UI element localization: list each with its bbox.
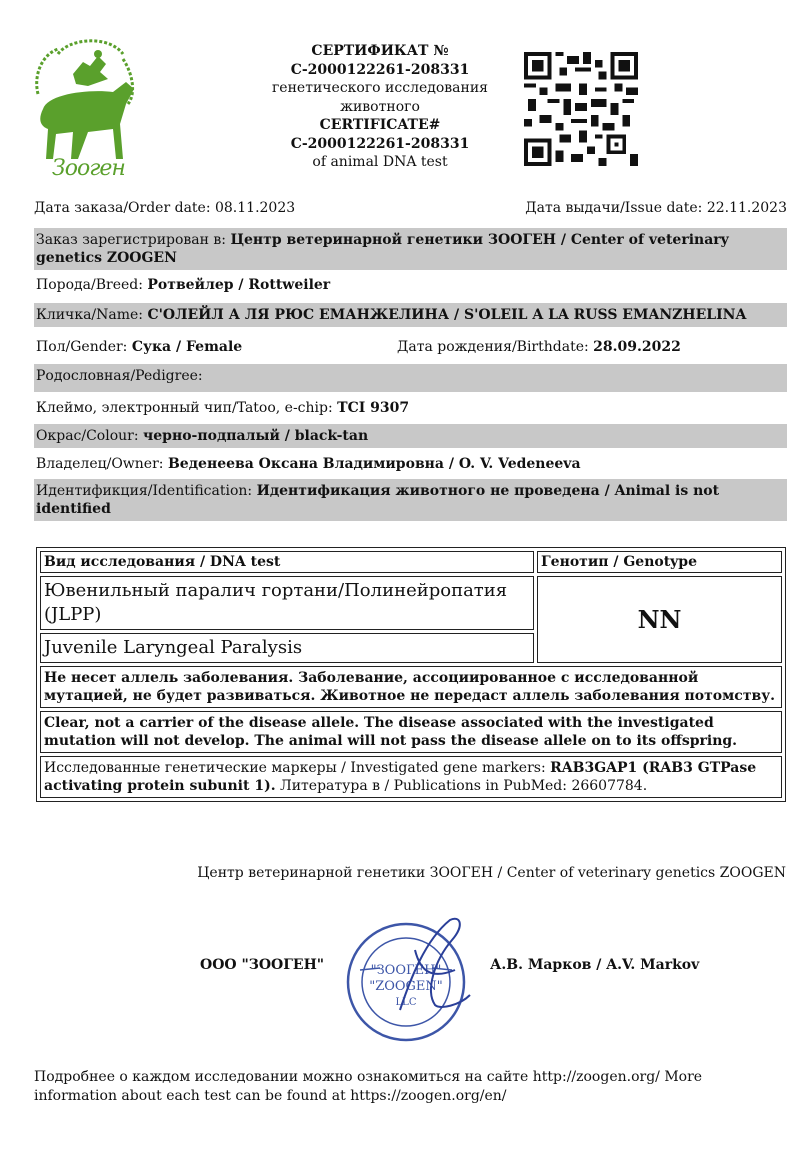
birthdate-cell xyxy=(397,338,681,356)
gender-row xyxy=(34,335,787,359)
header-line-2: С-2000122261-208331 xyxy=(290,61,470,78)
owner-label: Владелец/Owner: xyxy=(36,456,168,472)
qr-code-icon xyxy=(524,52,638,166)
markers-value: RAB3GAP1 (RAB3 GTPase activating protein subunit 1). xyxy=(44,760,757,794)
pedigree-label: Родословная/Pedigree: xyxy=(36,368,203,384)
genotype-value: NN xyxy=(537,576,782,663)
registered-label: Заказ зарегистрирован в: xyxy=(36,232,231,248)
markers-row xyxy=(40,756,782,798)
chip-value: TCI 9307 xyxy=(337,400,410,416)
dates-row xyxy=(34,200,787,220)
organization-name: ООО "ЗООГЕН" xyxy=(200,957,325,973)
test-row-ru xyxy=(40,576,782,630)
birthdate-value: 28.09.2022 xyxy=(593,339,681,355)
owner-value: Веденеева Оксана Владимировна / O. V. Vedeneeva xyxy=(167,456,581,472)
markers-cell xyxy=(40,756,782,798)
stamp-text-1: "ЗООГЕН" xyxy=(370,963,442,978)
chip-row xyxy=(34,396,787,420)
center-name: Центр ветеринарной генетики ЗООГЕН / Center of veterinary genetics ZOOGEN xyxy=(197,865,786,881)
result-note-ru: Не несет аллель заболевания. Заболевание, ассоциированное с исследованной мутацией, не будет развиваться. Животное не передаст аллель заболевания потомству. xyxy=(40,666,782,708)
registered-row xyxy=(34,228,787,270)
stamp-text-2: "ZOOGEN" xyxy=(369,979,443,994)
stamp-text-3: LLC xyxy=(395,997,417,1008)
stamp-seal-icon xyxy=(340,910,480,1050)
dna-test-table xyxy=(36,547,786,802)
gender-value: Сука / Female xyxy=(131,339,243,355)
footer-info: Подробнее о каждом исследовании можно ознакомиться на сайте http://zoogen.org/ More information about each test can be found at https://zoogen.org/en/ xyxy=(34,1069,703,1104)
certificate-header xyxy=(255,42,505,172)
header-line-1: СЕРТИФИКАТ № xyxy=(311,43,449,59)
colour-value: черно-подпалый / black-tan xyxy=(143,428,369,444)
head-test: Вид исследования / DNA test xyxy=(40,551,534,573)
identification-value: Идентификация животного не проведена / Animal is not identified xyxy=(36,483,720,517)
logo-text: Зooген xyxy=(52,156,125,181)
identification-label: Идентификция/Identification: xyxy=(36,483,257,499)
test-name-ru: Ювенильный паралич гортани/Полинейропатия (JLPP) xyxy=(40,576,534,630)
colour-row xyxy=(34,424,787,448)
note-row-en xyxy=(40,711,782,753)
identification-row xyxy=(34,479,787,521)
colour-label: Окрас/Colour: xyxy=(36,428,144,444)
test-name-en: Juvenile Laryngeal Paralysis xyxy=(40,633,534,663)
gender-label: Пол/Gender: xyxy=(36,339,132,355)
breed-value: Ротвейлер / Rottweiler xyxy=(147,277,331,293)
breed-row xyxy=(34,273,787,297)
note-row-ru xyxy=(40,666,782,708)
result-note-en: Clear, not a carrier of the disease allele. The disease associated with the investigated mutation will not develop. The animal will not pass the disease allele on to its offspring. xyxy=(40,711,782,753)
header-line-4: животного xyxy=(340,98,420,115)
issue-date: Дата выдачи/Issue date: 22.11.2023 xyxy=(525,200,787,216)
signer-name: А.В. Марков / A.V. Markov xyxy=(490,957,700,973)
publications-text: Литература в / Publications in PubMed: 26607784. xyxy=(275,778,648,794)
name-value: С'ОЛЕЙЛ А ЛЯ РЮС ЕМАНЖЕЛИНА / S'OLEIL A LA RUSS EMANZHELINA xyxy=(147,307,747,323)
order-date: Дата заказа/Order date: 08.11.2023 xyxy=(34,200,296,216)
markers-label: Исследованные генетические маркеры / Investigated gene markers: xyxy=(44,760,551,776)
table-header-row xyxy=(40,551,782,573)
name-row xyxy=(34,303,787,327)
chip-label: Клеймо, электронный чип/Tatoo, e-chip: xyxy=(36,400,338,416)
header-line-7: of animal DNA test xyxy=(312,154,448,170)
breed-label: Порода/Breed: xyxy=(36,277,148,293)
name-label: Кличка/Name: xyxy=(36,307,148,323)
header-line-5: CERTIFICATE# xyxy=(319,117,441,133)
header-line-3: генетического исследования xyxy=(271,80,489,96)
pedigree-row xyxy=(34,364,787,392)
head-genotype: Генотип / Genotype xyxy=(537,551,782,573)
birthdate-label: Дата рождения/Birthdate: xyxy=(397,339,594,355)
header-line-6: С-2000122261-208331 xyxy=(290,135,470,152)
owner-row xyxy=(34,452,787,476)
registered-value: Центр ветеринарной генетики ЗООГЕН / Center of veterinary genetics ZOOGEN xyxy=(36,232,729,266)
